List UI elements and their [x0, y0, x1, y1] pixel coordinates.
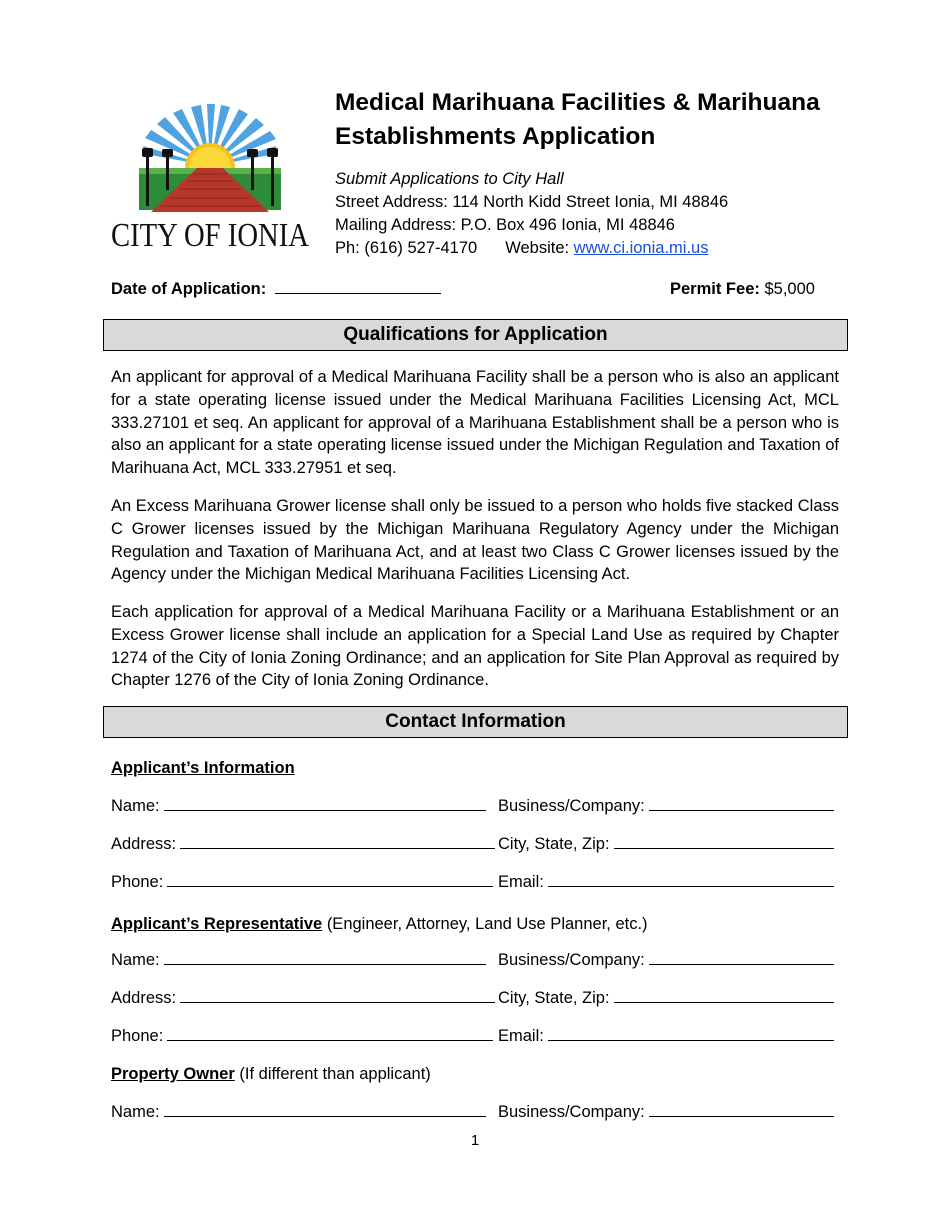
city-label: City, State, Zip: [498, 835, 610, 853]
logo-image [109, 104, 311, 254]
owner-business-field[interactable] [649, 1101, 834, 1117]
date-field[interactable] [275, 278, 441, 294]
representative-name-row [111, 949, 486, 971]
applicant-city-field[interactable] [614, 833, 834, 849]
website-label: Website: [505, 239, 570, 257]
applicant-address-field[interactable] [180, 833, 495, 849]
representative-address-field[interactable] [180, 987, 495, 1003]
phone-label: Phone: [111, 1027, 164, 1045]
qualifications-heading: Qualifications for Application [103, 319, 848, 351]
page-number: 1 [470, 1132, 480, 1149]
representative-business-field[interactable] [649, 949, 834, 965]
representative-note: (Engineer, Attorney, Land Use Planner, etc.) [326, 915, 648, 933]
representative-business-row [498, 949, 834, 971]
name-label: Name: [111, 951, 160, 969]
phone-number: Ph: (616) 527-4170 [335, 239, 478, 257]
city-of-ionia-logo [109, 104, 311, 254]
email-label: Email: [498, 1027, 544, 1045]
email-label: Email: [498, 873, 544, 891]
qualifications-paragraph: An Excess Marihuana Grower license shall only be issued to a person who holds five stacked Class C Grower licenses issued by the Michigan Marihuana Regulatory Agency under the Michigan Regulation and Taxation of Marihuana Act, and at least two Class C Grower licenses issued by the Agency under the Michigan Medical Marihuana Facilities Licensing Act. [111, 497, 839, 584]
date-label: Date of Application: [111, 280, 267, 298]
phone-label: Phone: [111, 873, 164, 891]
applicant-address-row [111, 833, 495, 855]
page-title: Medical Marihuana Facilities & Marihuana Establishments Application [335, 89, 820, 150]
representative-phone-field[interactable] [167, 1025, 493, 1041]
name-label: Name: [111, 1103, 160, 1121]
name-label: Name: [111, 797, 160, 815]
representative-email-row [498, 1025, 834, 1047]
applicant-business-row [498, 795, 834, 817]
city-label: City, State, Zip: [498, 989, 610, 1007]
representative-address-row [111, 987, 495, 1009]
business-label: Business/Company: [498, 951, 645, 969]
street-address: Street Address: 114 North Kidd Street Ionia, MI 48846 [335, 193, 729, 211]
applicant-business-field[interactable] [649, 795, 834, 811]
business-label: Business/Company: [498, 1103, 645, 1121]
website-link[interactable]: www.ci.ionia.mi.us [573, 239, 709, 257]
owner-note: (If different than applicant) [239, 1065, 431, 1083]
applicant-phone-row [111, 871, 493, 893]
permit-fee [670, 278, 815, 300]
representative-heading: Applicant’s Representative (Engineer, Attorney, Land Use Planner, etc.) [111, 915, 648, 933]
representative-city-field[interactable] [614, 987, 834, 1003]
applicant-email-row [498, 871, 834, 893]
applicant-name-row [111, 795, 486, 817]
applicant-phone-field[interactable] [167, 871, 493, 887]
owner-business-row [498, 1101, 834, 1123]
representative-city-row [498, 987, 834, 1009]
owner-name-field[interactable] [164, 1101, 486, 1117]
contact-heading: Contact Information [103, 706, 848, 738]
applicant-name-field[interactable] [164, 795, 486, 811]
representative-email-field[interactable] [548, 1025, 834, 1041]
qualifications-paragraph: Each application for approval of a Medical Marihuana Facility or a Marihuana Establishment or an Excess Grower license shall include an application for a Special Land Use as required by Chapter 1274 of the City of Ionia Zoning Ordinance; and an application for Site Plan Approval as required by Chapter 1276 of the City of Ionia Zoning Ordinance. [111, 603, 839, 690]
address-label: Address: [111, 989, 177, 1007]
representative-name-field[interactable] [164, 949, 486, 965]
logo-text: CITY OF IONIA [111, 217, 310, 254]
address-label: Address: [111, 835, 177, 853]
mailing-address: Mailing Address: P.O. Box 496 Ionia, MI 48846 [335, 216, 675, 234]
owner-heading: Property Owner (If different than applicant) [111, 1065, 431, 1083]
contact-line [335, 237, 708, 260]
fee-label: Permit Fee: [670, 280, 760, 298]
qualifications-paragraph: An applicant for approval of a Medical Marihuana Facility shall be a person who is also an applicant for a state operating license issued under the Medical Marihuana Facilities Licensing Act, MCL 333.27101 et seq. An applicant for approval of a Marihuana Establishment shall be a person who is also an applicant for a state operating license issued under the Michigan Regulation and Taxation of Marihuana Act, MCL 333.27951 et seq. [111, 368, 840, 478]
representative-phone-row [111, 1025, 493, 1047]
applicant-heading: Applicant’s Information [111, 759, 295, 777]
date-of-application [111, 278, 441, 300]
submit-note: Submit Applications to City Hall [335, 170, 564, 188]
applicant-city-row [498, 833, 834, 855]
business-label: Business/Company: [498, 797, 645, 815]
owner-name-row [111, 1101, 486, 1123]
fee-value: $5,000 [764, 280, 815, 298]
applicant-email-field[interactable] [548, 871, 834, 887]
